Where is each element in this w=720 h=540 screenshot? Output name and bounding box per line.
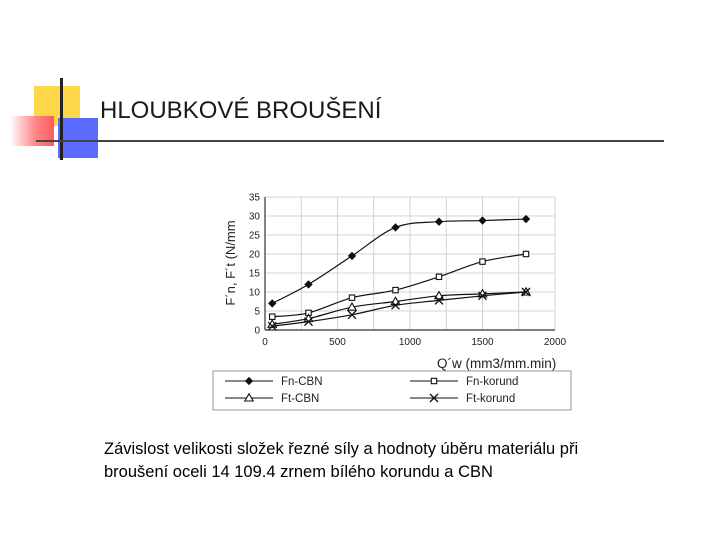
data-point-0-0: [269, 300, 276, 307]
data-point-1-6: [523, 251, 528, 256]
data-point-1-2: [349, 295, 354, 300]
data-point-1-3: [393, 287, 398, 292]
data-point-0-4: [436, 218, 443, 225]
x-tick-label-4: 2000: [543, 337, 567, 348]
y-tick-label-1: 5: [254, 306, 260, 318]
y-tick-label-4: 20: [248, 249, 260, 261]
data-point-1-5: [480, 259, 485, 264]
caption-line-2: broušení oceli 14 109.4 zrnem bílého korundu a CBN: [104, 463, 493, 481]
legend-label-2: Ft-CBN: [281, 393, 320, 405]
y-axis-label: F´n, F´t (N/mm: [223, 220, 238, 306]
slide-caption: [104, 438, 664, 484]
legend-marker-1: [431, 378, 436, 383]
slide-title: HLOUBKOVÉ BROUŠENÍ: [100, 97, 382, 124]
x-axis-label: Q´w (mm3/mm.min): [437, 356, 557, 371]
data-point-0-5: [479, 217, 486, 224]
legend-label-1: Fn-korund: [466, 376, 519, 388]
legend-label-3: Ft-korund: [466, 393, 516, 405]
y-tick-label-7: 35: [248, 192, 260, 204]
decor-vertical-line: [60, 78, 63, 160]
y-tick-label-0: 0: [254, 325, 260, 337]
data-point-0-1: [305, 281, 312, 288]
x-tick-label-0: 0: [262, 337, 268, 348]
x-tick-label-2: 1000: [398, 337, 422, 348]
force-chart: [205, 185, 580, 415]
series-line-0: [272, 219, 526, 303]
data-point-1-0: [270, 314, 275, 319]
x-tick-label-3: 1500: [471, 337, 494, 348]
y-tick-label-6: 30: [248, 211, 260, 223]
data-point-0-6: [523, 216, 530, 223]
data-point-0-3: [392, 224, 399, 231]
data-point-1-4: [436, 274, 441, 279]
legend-label-0: Fn-CBN: [281, 376, 323, 388]
y-tick-label-3: 15: [248, 268, 260, 280]
y-tick-label-2: 10: [248, 287, 260, 299]
data-point-0-2: [349, 253, 356, 260]
caption-line-1: Závislost velikosti složek řezné síly a hodnoty úběru materiálu při: [104, 440, 579, 458]
y-tick-label-5: 25: [248, 230, 260, 242]
decor-blue-square: [58, 118, 98, 158]
x-tick-label-1: 500: [329, 337, 346, 348]
title-underline: [36, 140, 664, 142]
